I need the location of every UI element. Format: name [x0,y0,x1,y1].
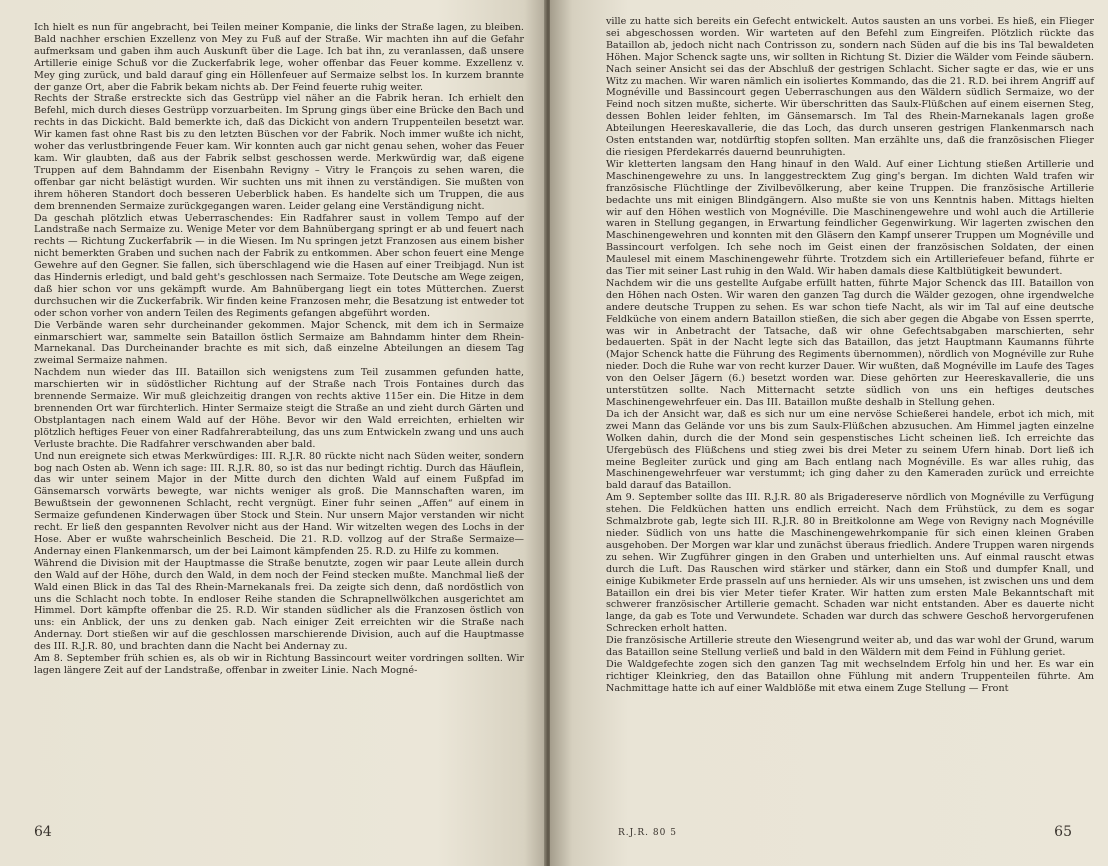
paragraph: Am 9. September sollte das III. R.J.R. 80 als Brigadereserve nördlich von Mognéville zu Verfügung stehen. Die Feldküchen hatten uns endlich erreicht. Nach dem Frühstück, zu dem es sogar Schmalzbrote gab, legte sich III. R.J.R. 80 in Breitkolonne am Wege von Revigny nach Mognéville nieder. Südlich von uns hatte die Maschinengewehrkompanie für sich einen kleinen Graben ausgehoben. Der Morgen war klar und zunächst überaus friedlich. Andere Truppen waren nirgends zu sehen. Wir Zugführer gingen in den Graben und unterhielten uns. Auf einmal rauscht etwas durch die Luft. Das Rauschen wird stärker und stärker, dann ein Stoß und dumpfer Knall, und einige Kubikmeter Erde prasseln auf uns hernieder. Als wir uns umsehen, ist zwischen uns und dem Bataillon ein drei bis vier Meter tiefer Krater. Wir hatten zum ersten Male Bekanntschaft mit schwerer französischer Artillerie gemacht. Schaden war nicht entstanden. Aber es dauerte nicht lange, da gab es Tote und Verwundete. Schaden war durch das schwere Geschoß hervorgerufenen Schrecken erholt hatten. [606,492,1094,635]
paragraph: Am 8. September früh schien es, als ob wir in Richtung Bassincourt weiter vordringen sollten. Wir lagen längere Zeit auf der Landstraße, offenbar in zweiter Linie. Nach Mogné- [34,653,524,676]
paragraph: Nachdem wir die uns gestellte Aufgabe erfüllt hatten, führte Major Schenck das III. Bataillon von den Höhen nach Osten. Wir waren den ganzen Tag durch die Wälder gezogen, ohne irgendwelche andere deutsche Truppen zu sehen. Es war schon tiefe Nacht, als wir im Tal auf eine deutsche Feldküche von einem andern Bataillon stießen, die sich aber gegen die Abgabe von Essen sperrte, was wir in Anbetracht der Tatsache, daß wir ohne Gefechtsabgaben marschierten, sehr bedauerten. Spät in der Nacht legte sich das Bataillon, das jetzt Hauptmann Kaumanns führte (Major Schenck hatte die Führung des Regiments übernommen), nördlich von Mognéville zur Ruhe nieder. Doch die Ruhe war von recht kurzer Dauer. Wir wußten, daß Mognéville im Laufe des Tages von den Oelser Jägern (6.) besetzt worden war. Diese gehörten zur Heereskavallerie, die uns unterstützen sollte. Nach Mitternacht setzte südlich von uns ein heftiges deutsches Maschinengewehrfeuer ein. Das III. Bataillon mußte deshalb in Stellung gehen. [606,277,1094,408]
paragraph: Nachdem nun wieder das III. Bataillon sich wenigstens zum Teil zusammen gefunden hatte, marschierten wir in südöstlicher Richtung auf der Straße nach Trois Fontaines durch das brennende Sermaize. Wir muß gleichzeitig drangen von rechts aktive 115er ein. Die Hitze in dem brennenden Ort war fürchterlich. Hinter Sermaize steigt die Straße an und zieht durch Gärten und Obstplantagen nach einem Wald auf der Höhe. Bevor wir den Wald erreichten, erhielten wir plötzlich heftiges Feuer von einer Radfahrerabteilung, das uns zum Entwickeln zwang und uns auch Verluste brachte. Die Radfahrer verschwanden aber bald. [34,367,524,450]
paragraph: Ich hielt es nun für angebracht, bei Teilen meiner Kompanie, die links der Straße lagen, zu bleiben. Bald nachher erschien Exzellenz von Mey zu Fuß auf der Straße. Wir machten ihn auf die Gefahr aufmerksam und gaben ihm auch Auskunft über die Lage. Ich bat ihn, zu veranlassen, daß unsere Artillerie einige Schuß vor die Zuckerfabrik lege, woher offenbar das Feuer komme. Exzellenz v. Mey ging zurück, und bald darauf ging ein Höllenfeuer auf Sermaize selbst los. In kurzem brannte der ganze Ort, aber die Fabrik bekam nichts ab. Der Feind feuerte ruhig weiter. [34,22,524,93]
right-page-text [606,16,1094,695]
signature-mark: R.J.R. 80 5 [618,828,677,838]
paragraph: Und nun ereignete sich etwas Merkwürdiges: III. R.J.R. 80 rückte nicht nach Süden weiter, sondern bog nach Osten ab. Wenn ich sage: III. R.J.R. 80, so ist das nur bedingt richtig. Durch das Häuflein, das wir unter seinem Major in der Mitte durch den dichten Wald auf einem Fußpfad im Gänsemarsch vorwärts bewegte, war nichts weniger als groß. Die Mannschaften waren, im Bewußtsein der gewonnenen Schlacht, recht vergnügt. Einer fuhr seinen „Affen“ auf einem in Sermaize gefundenen Kinderwagen über Stock und Stein. Nur unsern Major verstanden wir nicht recht. Er ließ den gespannten Revolver nicht aus der Hand. Wir witzelten wegen des Lochs in der Hose. Aber er wußte wahrscheinlich Bescheid. Die 21. R.D. vollzog auf der Straße Sermaize—Andernay einen Flankenmarsch, um der bei Laimont kämpfenden 25. R.D. zu Hilfe zu kommen. [34,450,524,557]
left-page-text [34,22,524,677]
paragraph: ville zu hatte sich bereits ein Gefecht entwickelt. Autos sausten an uns vorbei. Es hieß, ein Flieger sei abgeschossen worden. Wir warteten auf den Befehl zum Eingreifen. Plötzlich rückte das Bataillon ab, jedoch nicht nach Contrisson zu, sondern nach Süden auf die bis ins Tal bewaldeten Höhen. Major Schenck sagte uns, wir sollten in Richtung St. Dizier die Wälder vom Feinde säubern. Nach seiner Ansicht sei das der Abschluß der gestrigen Schlacht. Sicher sagte er das, wie er uns Witz zu machen. Wir waren nämlich ein isoliertes Kommando, das die 21. R.D. bei ihrem Angriff auf Mognéville und Bassincourt gegen Ueberraschungen aus den Wäldern südlich Sermaize, wo der Feind noch sitzen mußte, sicherte. Wir überschritten das Saulx-Flüßchen auf einem eisernen Steg, dessen Bohlen leider fehlten, im Gänsemarsch. Im Tal des Rhein-Marnekanals lagen große Abteilungen Heereskavallerie, die das Loch, das durch unseren gestrigen Flankenmarsch nach Osten entstanden war, notdürftig stopfen sollten. Man erzählte uns, daß die französischen Flieger die riesigen Pferdekarrés dauernd beunruhigten. [606,16,1094,158]
paragraph: Da geschah plötzlich etwas Ueberraschendes: Ein Radfahrer saust in vollem Tempo auf der Landstraße nach Sermaize zu. Wenige Meter vor dem Bahnübergang springt er ab und feuert nach rechts — Richtung Zuckerfabrik — in die Wiesen. Im Nu springen jetzt Franzosen aus einem bisher nicht bemerkten Graben und suchen nach der Fabrik zu entkommen. Aber schon feuert eine Menge Gewehre auf den Gegner. Sie fallen, sich überschlagend wie die Hasen auf einer Treibjagd. Nun ist das Hindernis erledigt, und bald geht's geschlossen nach Sermaize. Tote Deutsche am Wege zeigen, daß hier schon vor uns gekämpft wurde. Am Bahnübergang liegt ein totes Mütterchen. Zuerst durchsuchen wir die Zuckerfabrik. Wir finden keine Franzosen mehr, die Besatzung ist entweder tot oder schon vorher von andern Teilen des Regiments gefangen abgeführt worden. [34,212,524,319]
right-page [550,0,1108,866]
paragraph: Die Waldgefechte zogen sich den ganzen Tag mit wechselndem Erfolg hin und her. Es war ein richtiger Kleinkrieg, den das Bataillon ohne Fühlung mit andern Truppenteilen führte. Am Nachmittage hatte ich auf einer Waldblöße mit etwa einem Zuge Stellung — Front [606,658,1094,694]
paragraph: Rechts der Straße erstreckte sich das Gestrüpp viel näher an die Fabrik heran. Ich erhielt den Befehl, mich durch dieses Gestrüpp vorzuarbeiten. Im Sprung gings über eine Brücke den Bach und rechts in das Dickicht. Bald bemerkte ich, daß das Dickicht von andern Truppenteilen besetzt war. Wir kamen fast ohne Rast bis zu den letzten Büschen vor der Fabrik. Noch immer wußte ich nicht, woher das verlustbringende Feuer kam. Wir konnten auch gar nicht genau sehen, woher das Feuer kam. Wir glaubten, daß aus der Fabrik selbst geschossen werde. Merkwürdig war, daß eigene Truppen auf dem Bahndamm der Eisenbahn Revigny – Vitry le François zu sehen waren, die offenbar gar nicht belästigt wurden. Wir suchten uns mit ihnen zu verständigen. Sie mußten von ihrem höheren Standort doch besseren Ueberblick haben. Es handelte sich um Truppen, die aus dem brennenden Sermaize zurückgegangen waren. Leider gelang eine Verständigung nicht. [34,93,524,212]
paragraph: Wir kletterten langsam den Hang hinauf in den Wald. Auf einer Lichtung stießen Artillerie und Maschinengewehre zu uns. In langgestrecktem Zug ging's bergan. Im dichten Wald trafen wir französische Flüchtlinge der Zivilbevölkerung, aber keine Truppen. Die französische Artillerie bedachte uns mit einigen Blindgängern. Also mußte sie von uns Kenntnis haben. Mittags hielten wir auf den Höhen westlich von Mognéville. Die Maschinengewehre und wohl auch die Artillerie waren in Stellung gegangen, in Erwartung feindlicher Gegenwirkung. Wir lagerten zwischen den Maschinengewehren und konnten mit den Gläsern den Kampf unserer Truppen um Mognéville und Bassincourt verfolgen. Ich sehe noch im Geist einen der französischen Soldaten, der einen Maulesel mit einem Maschinengewehr führte. Trotzdem sich ein Artilleriefeuer befand, führte er das Tier mit seiner Last ruhig in den Wald. Wir haben damals diese Kaltblütigkeit bewundert. [606,158,1094,278]
paragraph: Da ich der Ansicht war, daß es sich nur um eine nervöse Schießerei handele, erbot ich mich, mit zwei Mann das Gelände vor uns bis zum Saulx-Flüßchen abzusuchen. Am Himmel jagten einzelne Wolken dahin, durch die der Mond sein gespenstisches Licht scheinen ließ. Ich erreichte das Ufergebüsch des Flüßchens und stieg zwei bis drei Meter zu seinem Ufern hinab. Dort ließ ich meine Begleiter zurück und ging am Bach entlang nach Mognéville. Es war alles ruhig, das Maschinengewehrfeuer war verstummt; ich ging daher zu den Kameraden zurück und erreichte bald darauf das Bataillon. [606,408,1094,492]
page-number-right: 65 [1054,824,1072,840]
paragraph: Die Verbände waren sehr durcheinander gekommen. Major Schenck, mit dem ich in Sermaize einmarschiert war, sammelte sein Bataillon östlich Sermaize am Bahndamm hinter dem Rhein-Marnekanal. Das Durcheinander brachte es mit sich, daß einzelne Abteilungen an diesem Tag zweimal Sermaize nahmen. [34,319,524,367]
left-page [0,0,546,866]
paragraph: Die französische Artillerie streute den Wiesengrund weiter ab, und das war wohl der Grund, warum das Bataillon seine Stellung verließ und bald in den Wäldern mit dem Feind in Fühlung geriet. [606,635,1094,659]
page-number-left: 64 [34,824,52,840]
paragraph: Während die Division mit der Hauptmasse die Straße benutzte, zogen wir paar Leute allein durch den Wald auf der Höhe, durch den Wald, in dem noch der Feind stecken mußte. Manchmal ließ der Wald einen Blick in das Tal des Rhein-Marnekanals frei. Da zeigte sich denn, daß nordöstlich von uns die Schlacht noch tobte. In endloser Reihe standen die Schrapnellwölkchen ausgerichtet am Himmel. Dort kämpfte offenbar die 25. R.D. Wir standen südlicher als die Franzosen östlich von uns: ein Anblick, der uns zu denken gab. Nach einiger Zeit erreichten wir die Straße nach Andernay. Dort stießen wir auf die geschlossen marschierende Division, auch auf die Hauptmasse des III. R.J.R. 80, und brachten dann die Nacht bei Andernay zu. [34,557,524,653]
